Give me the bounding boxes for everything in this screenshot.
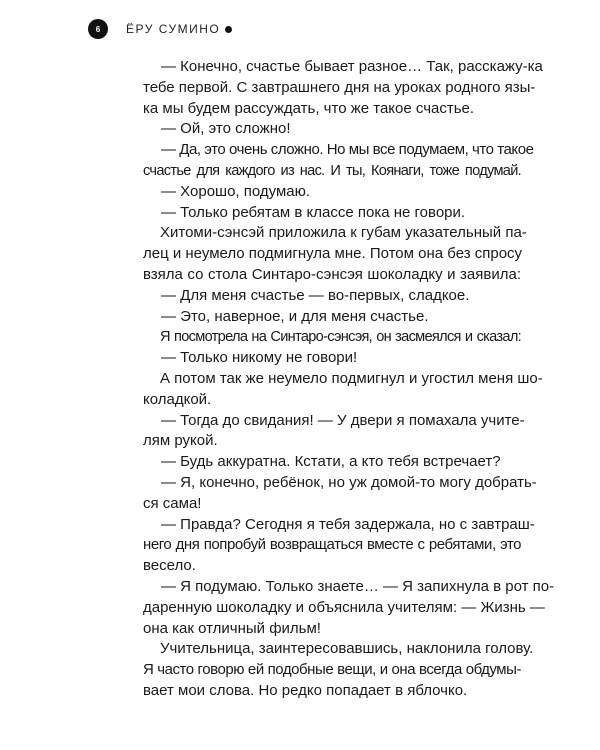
text-line: она как отличный фильм! <box>143 619 321 637</box>
text-line: Хитоми-сэнсэй приложила к губам указательный па- <box>160 224 527 242</box>
running-head <box>126 22 232 36</box>
text-line: — Только ребятам в классе пока не говори. <box>161 203 466 221</box>
text-line: Я часто говорю ей подобные вещи, и она всегда обдумы- <box>143 661 521 679</box>
text-line: — Я подумаю. Только знаете… — Я запихнула в рот по- <box>161 577 555 595</box>
text-line: взяла со стола Синтаро-сэнсэя шоколадку и заявила: <box>143 265 521 283</box>
text-line: А потом так же неумело подмигнул и угостил меня шо- <box>160 369 543 387</box>
text-line: — Да, это очень сложно. Но мы все подумаем, что такое <box>161 141 534 159</box>
text-line: лец и неумело подмигнула мне. Потом она без спросу <box>143 245 523 263</box>
text-line: весело. <box>143 557 196 575</box>
text-line: коладкой. <box>143 390 212 408</box>
text-line: — Для меня счастье — во-первых, сладкое. <box>161 286 470 304</box>
text-line: — Будь аккуратна. Кстати, а кто тебя встречает? <box>161 453 501 471</box>
text-line: — Тогда до свидания! — У двери я помахала учите- <box>161 411 525 429</box>
dot-icon <box>225 26 232 33</box>
text-line: лям рукой. <box>143 432 218 450</box>
text-line: вает мои слова. Но редко попадает в яблочко. <box>143 681 468 699</box>
page-header <box>88 17 232 41</box>
text-line: него дня попробуй возвращаться вместе с ребятами, это <box>143 536 521 554</box>
page-number-badge: 6 <box>88 19 108 39</box>
text-line: счастье для каждого из нас. И ты, Коянаги, тоже подумай. <box>143 162 521 179</box>
text-line: — Ой, это сложно! <box>161 120 291 138</box>
text-line: — Это, наверное, и для меня счастье. <box>161 307 429 325</box>
text-line: — Только никому не говори! <box>161 349 358 367</box>
author-name: ЁРУ СУМИНО <box>126 22 221 36</box>
text-line: ка мы будем рассуждать, что же такое счастье. <box>143 99 475 117</box>
text-line: — Правда? Сегодня я тебя задержала, но с завтраш- <box>161 515 535 533</box>
text-line: Я посмотрела на Синтаро-сэнсэя, он засмеялся и сказал: <box>160 329 521 346</box>
text-line: — Я, конечно, ребёнок, но уж домой-то могу добрать- <box>161 473 537 491</box>
text-line: даренную шоколадку и объяснила учителям: — Жизнь — <box>143 598 545 616</box>
text-line: ся сама! <box>143 494 202 512</box>
text-line: тебе первой. С завтрашнего дня на уроках родного язы- <box>143 78 536 96</box>
text-line: Учительница, заинтересовавшись, наклонила голову. <box>160 640 534 658</box>
text-line: — Хорошо, подумаю. <box>161 182 311 200</box>
text-line: — Конечно, счастье бывает разное… Так, расскажу-ка <box>161 58 543 75</box>
body-text <box>143 57 555 702</box>
